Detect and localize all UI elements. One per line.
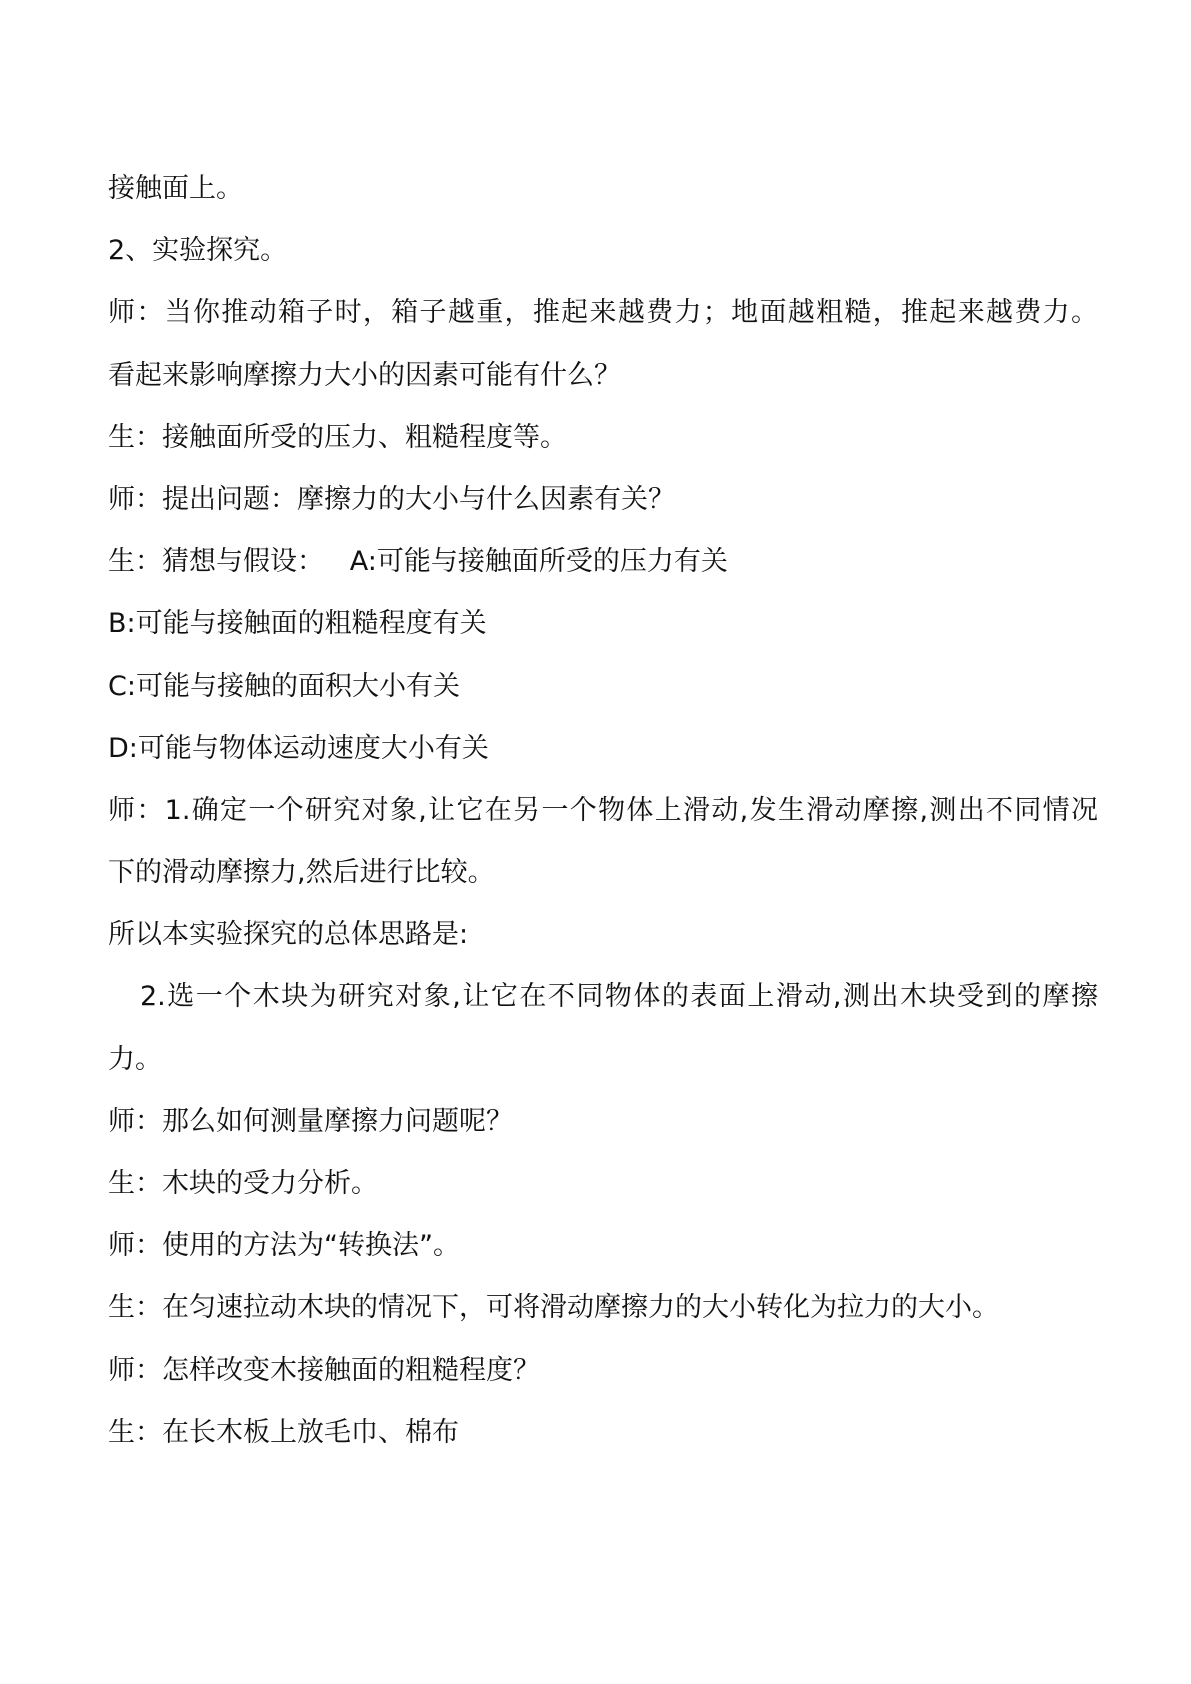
text-line-7: 生：猜想与假设： A:可能与接触面所受的压力有关 — [108, 546, 728, 578]
text-line-14: 2.选一个木块为研究对象,让它在不同物体的表面上滑动,测出木块受到的摩擦 — [140, 981, 1098, 1013]
text-line-15: 力。 — [108, 1043, 162, 1075]
hypothesis-c: C:可能与接触的面积大小有关 — [108, 670, 460, 702]
text-line-3: 师：当你推动箱子时，箱子越重，推起来越费力；地面越粗糙，推起来越费力。 — [108, 297, 1098, 329]
text-line-6: 师：提出问题：摩擦力的大小与什么因素有关？ — [108, 483, 675, 515]
text-line-11: 师：1.确定一个研究对象,让它在另一个物体上滑动,发生滑动摩擦,测出不同情况 — [108, 794, 1098, 826]
hypothesis-b: B:可能与接触面的粗糙程度有关 — [108, 608, 487, 640]
text-line-19: 生：在匀速拉动木块的情况下，可将滑动摩擦力的大小转化为拉力的大小。 — [108, 1292, 999, 1324]
text-line-1: 接触面上。 — [108, 173, 243, 204]
text-line-13: 所以本实验探究的总体思路是: — [108, 919, 469, 951]
text-line-17: 生：木块的受力分析。 — [108, 1168, 378, 1199]
text-line-5: 生：接触面所受的压力、粗糙程度等。 — [108, 421, 567, 453]
text-line-16: 师：那么如何测量摩擦力问题呢？ — [108, 1105, 513, 1137]
text-line-4: 看起来影响摩擦力大小的因素可能有什么？ — [108, 359, 621, 391]
document-body — [108, 158, 1098, 1464]
text-line-21: 生：在长木板上放毛巾、棉布 — [108, 1416, 459, 1448]
section-heading: 2、实验探究。 — [108, 235, 288, 267]
text-line-18: 师：使用的方法为“转换法”。 — [108, 1230, 460, 1262]
text-line-12: 下的滑动摩擦力,然后进行比较。 — [108, 857, 495, 889]
text-line-20: 师：怎样改变木接触面的粗糙程度？ — [108, 1354, 540, 1386]
hypothesis-d: D:可能与物体运动速度大小有关 — [108, 732, 489, 764]
